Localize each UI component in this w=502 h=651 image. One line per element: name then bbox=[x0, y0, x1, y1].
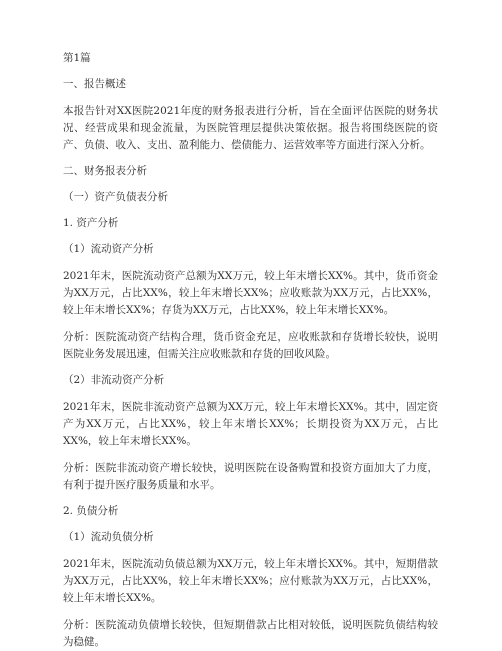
section-heading-overview: 一、报告概述 bbox=[63, 78, 126, 90]
paragraph-current-assets-analysis: 分析：医院流动资产结构合理，货币资金充足，应收账款和存货增长较快，说明医院业务发展迅速，但需关注应收账款和存货的回收风险。 bbox=[63, 331, 438, 360]
paragraph-noncurrent-assets-analysis: 分析：医院非流动资产增长较快，说明医院在设备购置和投资方面加大了力度，有利于提升医疗服务质量和水平。 bbox=[63, 462, 438, 491]
paragraph-noncurrent-assets: 2021年末，医院非流动资产总额为XX万元，较上年末增长XX%。其中，固定资产为XX万元，占比XX%，较上年末增长XX%；长期投资为XX万元，占比XX%，较上年末增长XX%。 bbox=[63, 401, 438, 447]
heading-noncurrent-assets: （2）非流动资产分析 bbox=[63, 374, 165, 386]
heading-liabilities: 2. 负债分析 bbox=[63, 505, 119, 517]
paragraph-current-liabilities-analysis: 分析：医院流动负债增长较快，但短期借款占比相对较低，说明医院负债结构较为稳健。 bbox=[63, 619, 438, 648]
page-label: 第1篇 bbox=[63, 52, 91, 64]
subsection-heading-balance-sheet: （一）资产负债表分析 bbox=[63, 191, 168, 203]
paragraph-current-assets: 2021年末，医院流动资产总额为XX万元，较上年末增长XX%。其中，货币资金为XX万元，占比XX%，较上年末增长XX%；应收账款为XX万元，占比XX%，较上年末增长XX%；存货为XX万元，占比XX%，较上年末增长XX%。 bbox=[63, 270, 438, 316]
section-heading-analysis: 二、财务报表分析 bbox=[63, 165, 147, 177]
paragraph-current-liabilities: 2021年末，医院流动负债总额为XX万元，较上年末增长XX%。其中，短期借款为XX万元，占比XX%，较上年末增长XX%；应付账款为XX万元，占比XX%，较上年末增长XX%。 bbox=[63, 558, 438, 604]
heading-current-liabilities: （1）流动负债分析 bbox=[63, 531, 154, 543]
heading-current-assets: （1）流动资产分析 bbox=[63, 243, 154, 255]
heading-assets: 1. 资产分析 bbox=[63, 217, 119, 229]
paragraph-overview: 本报告针对XX医院2021年度的财务报表进行分析，旨在全面评估医院的财务状况、经营成果和现金流量，为医院管理层提供决策依据。报告将围绕医院的资产、负债、收入、支出、盈利能力、偿债能力、运营效率等方面进行深入分析。 bbox=[63, 105, 438, 151]
